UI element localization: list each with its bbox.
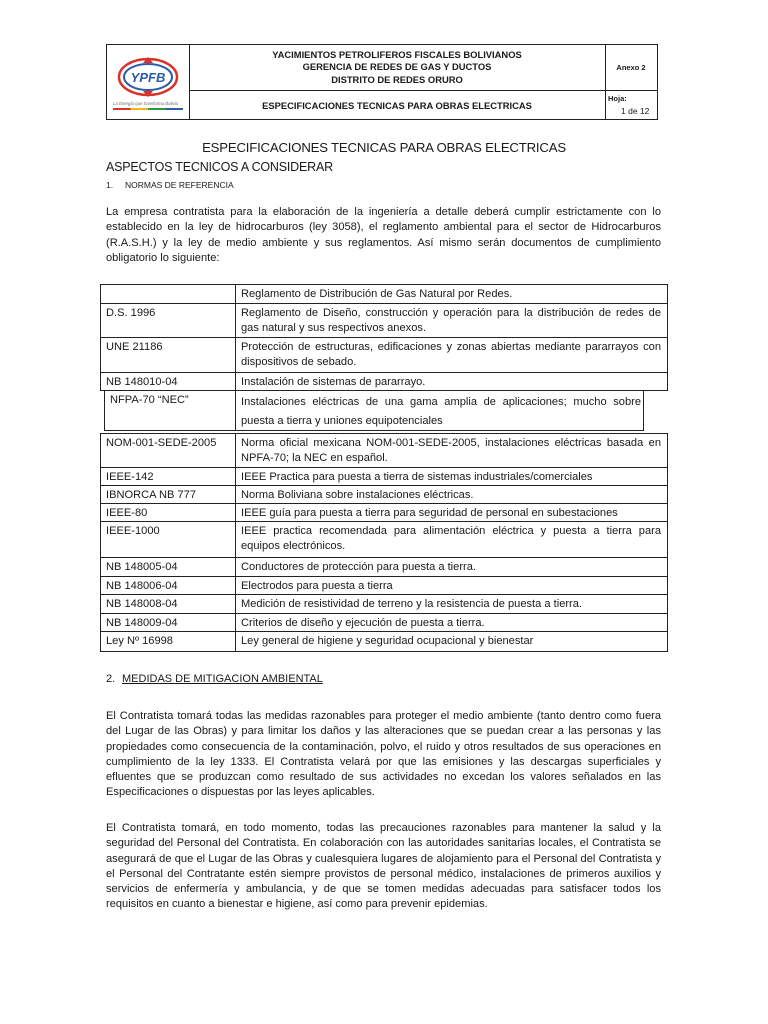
table-row — [100, 284, 668, 304]
table-row — [100, 632, 668, 652]
page-title: ESPECIFICACIONES TECNICAS PARA OBRAS ELECTRICAS — [202, 140, 566, 155]
page-subtitle: ASPECTOS TECNICOS A CONSIDERAR — [106, 160, 333, 174]
table-row — [104, 391, 644, 431]
table-row — [100, 595, 668, 614]
standard-code: NOM-001-SEDE-2005 — [106, 437, 217, 449]
standard-description: Ley general de higiene y seguridad ocupacional y bienestar — [241, 635, 534, 647]
logo-cell — [107, 45, 190, 119]
standard-code: IEEE-142 — [106, 471, 154, 483]
standard-description: Medición de resistividad de terreno y la resistencia de puesta a tierra. — [241, 598, 583, 610]
standard-description: Norma oficial mexicana NOM-001-SEDE-2005, instalaciones eléctricas basada en NPFA-70; la NEC en español. — [241, 437, 661, 465]
logo-tagline: La Energía que transforma Bolivia — [113, 101, 178, 106]
section-title: MEDIDAS DE MITIGACION AMBIENTAL — [122, 673, 323, 685]
table-row — [100, 522, 668, 558]
table-row — [100, 577, 668, 595]
section-1-heading — [106, 180, 234, 190]
table-row — [100, 486, 668, 504]
header-center — [189, 45, 606, 119]
standard-description: Criterios de diseño y ejecución de puesta a tierra. — [241, 617, 485, 629]
standard-code: D.S. 1996 — [106, 307, 156, 319]
table-row — [100, 614, 668, 632]
table-row — [100, 558, 668, 577]
table-row — [100, 304, 668, 338]
standard-code: IEEE-1000 — [106, 525, 160, 537]
standard-description: Instalaciones eléctricas de una gama amplia de aplicaciones; mucho sobre puesta a tierra y uniones equipotenciales — [241, 396, 641, 427]
section-number: 1. — [106, 180, 114, 190]
brand-color-bar — [113, 108, 183, 110]
company-block — [189, 45, 605, 91]
table-row — [100, 504, 668, 522]
standard-code: NB 148010-04 — [106, 376, 178, 388]
standard-description: Instalación de sistemas de pararrayo. — [241, 376, 426, 388]
sheet-label: Hoja: — [608, 94, 627, 103]
standard-description: Electrodos para puesta a tierra — [241, 580, 393, 592]
health-safety-paragraph: El Contratista tomará, en todo momento, todas las precauciones razonables para mantener la salud y la seguridad del Personal del Contratista. En colaboración con las autoridades sanitarias locales, el Contratista se asegurará de que el Lugar de las Obras y cualesquiera lugares de alojamiento para el Personal del Contratista y el Personal del Contratante estén siempre provistos de personal médico, instalaciones de primeros auxilios y servicios de enfermería y ambulancia, y de que se tomen medidas adecuadas para satisfacer todos los requisitos en cuanto a bienestar e higiene, así como para prevenir epidemias. — [106, 822, 661, 911]
ypfb-logo — [117, 55, 179, 99]
standard-code: UNE 21186 — [106, 341, 163, 353]
standard-description: IEEE Practica para puesta a tierra de sistemas industriales/comerciales — [241, 471, 593, 483]
standard-code: Ley Nº 16998 — [106, 635, 173, 647]
intro-paragraph: La empresa contratista para la elaboración de la ingeniería a detalle deberá cumplir estrictamente con lo establecido en la ley de hidrocarburos (ley 3058), el reglamento ambiental para el sector de Hidrocarburos (R.A.S.H.) y la ley de medio ambiente y sus reglamentos. Así mismo serán documentos de cumplimiento obligatorio lo siguiente: — [106, 206, 661, 264]
table-row — [100, 338, 668, 373]
section-title: NORMAS DE REFERENCIA — [125, 180, 234, 190]
standard-description: IEEE guía para puesta a tierra para seguridad de personal en subestaciones — [241, 507, 618, 519]
section-2-heading — [106, 673, 323, 685]
standard-code: NFPA-70 “NEC” — [110, 394, 189, 406]
standard-code: IBNORCA NB 777 — [106, 489, 197, 501]
standard-description: Reglamento de Distribución de Gas Natural por Redes. — [241, 288, 513, 300]
table-row — [100, 433, 668, 468]
annex-label: Anexo 2 — [605, 45, 657, 91]
standard-description: Conductores de protección para puesta a tierra. — [241, 561, 476, 573]
sheet-box — [605, 91, 657, 119]
sheet-value: 1 de 12 — [621, 106, 650, 116]
standard-code: NB 148005-04 — [106, 561, 178, 573]
section-number: 2. — [106, 673, 116, 685]
company-line: DISTRITO DE REDES ORURO — [331, 73, 463, 85]
logo-text: YPFB — [130, 70, 166, 85]
standard-description: Protección de estructuras, edificaciones y zonas abiertas mediante pararrayos con dispositivos de sebado. — [241, 341, 661, 369]
header-doc-title: ESPECIFICACIONES TECNICAS PARA OBRAS ELECTRICAS — [262, 99, 532, 111]
company-line: GERENCIA DE REDES DE GAS Y DUCTOS — [302, 61, 492, 73]
table-row — [100, 468, 668, 486]
document-header — [106, 44, 658, 120]
table-row — [100, 373, 668, 391]
company-line: YACIMIENTOS PETROLIFEROS FISCALES BOLIVIANOS — [272, 48, 522, 60]
standard-code: IEEE-80 — [106, 507, 148, 519]
standard-code: NB 148009-04 — [106, 617, 178, 629]
standard-description: Norma Boliviana sobre instalaciones eléctricas. — [241, 489, 474, 501]
standard-code: NB 148006-04 — [106, 580, 178, 592]
environment-paragraph: El Contratista tomará todas las medidas razonables para proteger el medio ambiente (tanto dentro como fuera del Lugar de las Obras) y para limitar los daños y las alteraciones que se puedan crear a las personas y las propiedades como consecuencia de la contaminación, polvo, el ruido y otros resultados de sus operaciones en cumplimiento de la ley 1333. El Contratista velará por que las emisiones y las descargas superficiales y efluentes que se produzcan como resultado de sus actividades no excedan los valores señalados en las Especificaciones o dispuestas por las leyes aplicables. — [106, 710, 661, 799]
standard-description: Reglamento de Diseño, construcción y operación para la distribución de redes de gas natural y sus respectivos anexos. — [241, 307, 661, 335]
standard-description: IEEE practica recomendada para alimentación eléctrica y puesta a tierra para equipos electrónicos. — [241, 525, 661, 553]
standard-code: NB 148008-04 — [106, 598, 178, 610]
